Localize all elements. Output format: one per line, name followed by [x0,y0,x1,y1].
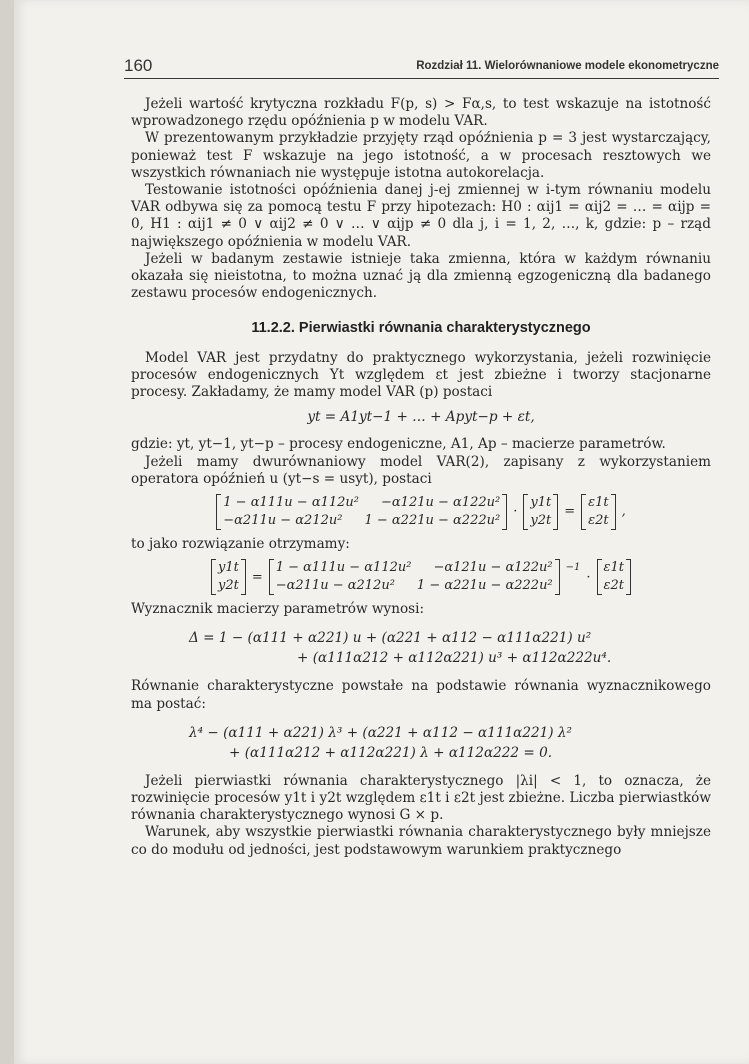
vector-cell: ε2t [588,513,609,529]
inverse-exponent: −1 [565,562,581,574]
error-vector [597,559,631,595]
equation-line: + (α111α212 + α112α221) u³ + α112α222u⁴. [297,650,612,667]
comma: , [621,504,626,520]
vector-cell: ε1t [588,495,609,511]
matrix-cell: −α211u − α212u² [275,578,395,594]
chapter-title: Rozdział 11. Wielorównaniowe modele ekonometryczne [416,60,719,72]
equation-line: Δ = 1 − (α111 + α221) u + (α221 + α112 − α111α221) u² [189,630,592,647]
paragraph: Jeżeli w badanym zestawie istnieje taka zmienna, która w każdym równaniu okazała się nieistotna, to można uznać ją dla zmienną egzogeniczną dla badanego zestawu procesów endogenicznych. [131,250,711,302]
running-header [124,50,719,79]
paragraph: Testowanie istotności opóźnienia danej j-ej zmiennej w i-tym równaniu modelu VAR odbywa się za pomocą testu F przy hipotezach: H0 : αij1 = αij2 = … = αijp = 0, H1 : αij1 ≠ 0 ∨ αij2 ≠ 0 ∨ … ∨ αijp ≠ 0 dla j, i = 1, 2, …, k, gdzie: p – rząd największego opóźnienia w modelu VAR. [131,182,711,250]
equation: yt = A1yt−1 + … + Apyt−p + εt, [307,409,535,426]
equation-line: + (α111α212 + α112α221) λ + α112α222 = 0. [229,744,553,761]
matrix-cell: 1 − α221u − α222u² [364,513,501,529]
paragraph: Jeżeli pierwiastki równania charakterystycznego |λi| < 1, to oznacza, że rozwinięcie procesów y1t i y2t względem ε1t i ε2t jest zbieżne. Liczba pierwiastków równania charakterystycznego wynosi G × p. [131,772,711,824]
section-heading: 11.2.2. Pierwiastki równania charakterystycznego [251,320,591,337]
variable-vector [523,494,558,530]
matrix-cell: −α121u − α122u² [381,495,501,511]
error-vector [581,494,615,530]
variable-vector [211,559,246,595]
page-body [131,96,711,859]
paragraph: Model VAR jest przydatny do praktycznego wykorzystania, jeżeli rozwinięcie procesów endogenicznych Yt względem εt jest zbieżne i tworzy stacjonarne procesy. Zakładamy, że mamy model VAR (p) postaci [131,349,711,401]
determinant-equation [131,628,711,668]
matrix-cell: −α211u − α212u² [223,513,343,529]
paragraph: Warunek, aby wszystkie pierwiastki równania charakterystycznego były mniejsze co do modułu od jedności, jest podstawowym warunkiem praktycznego [131,824,711,858]
coefficient-matrix [216,494,507,530]
page-number: 160 [124,56,153,75]
vector-cell: ε2t [603,578,625,594]
matrix-equation-1 [131,494,711,530]
paragraph: to jako rozwiązanie otrzymamy: [131,536,350,553]
equals-sign: = [564,504,576,520]
vector-cell: y2t [217,578,239,594]
matrix-cell: 1 − α111u − α112u² [275,560,412,576]
dot-operator: · [586,569,591,585]
matrix-cell: 1 − α111u − α112u² [223,495,359,511]
vector-cell: y1t [530,495,552,511]
matrix-equation-2 [131,559,711,595]
matrix-cell: 1 − α221u − α222u² [416,578,553,594]
vector-cell: ε1t [603,560,625,576]
paragraph: Równanie charakterystyczne powstałe na podstawie równania wyznacznikowego ma postać: [131,678,711,712]
paragraph: Wyznacznik macierzy parametrów wynosi: [131,601,425,618]
paragraph: Jeżeli mamy dwurównaniowy model VAR(2), zapisany z wykorzystaniem operatora opóźnień u (yt−s = usyt), postaci [131,453,711,487]
coefficient-matrix [269,559,560,595]
characteristic-equation [131,723,711,763]
matrix-cell: −α121u − α122u² [433,560,553,576]
paragraph: Jeżeli wartość krytyczna rozkładu F(p, s) > Fα,s, to test wskazuje na istotność wprowadzonego rzędu opóźnienia p w modelu VAR. [131,96,711,130]
dot-operator: · [513,504,518,520]
paragraph: W prezentowanym przykładzie przyjęty rząd opóźnienia p = 3 jest wystarczający, ponieważ test F wskazuje na jego istotność, a w procesach resztowych we wszystkich równaniach nie występuje istotna autokorelacja. [131,130,711,181]
vector-cell: y1t [217,560,239,576]
equals-sign: = [251,569,263,585]
equation-line: λ⁴ − (α111 + α221) λ³ + (α221 + α112 − α111α221) λ² [189,724,572,741]
vector-cell: y2t [530,513,552,529]
paragraph: gdzie: yt, yt−1, yt−p – procesy endogeniczne, A1, Ap – macierze parametrów. [131,436,666,453]
